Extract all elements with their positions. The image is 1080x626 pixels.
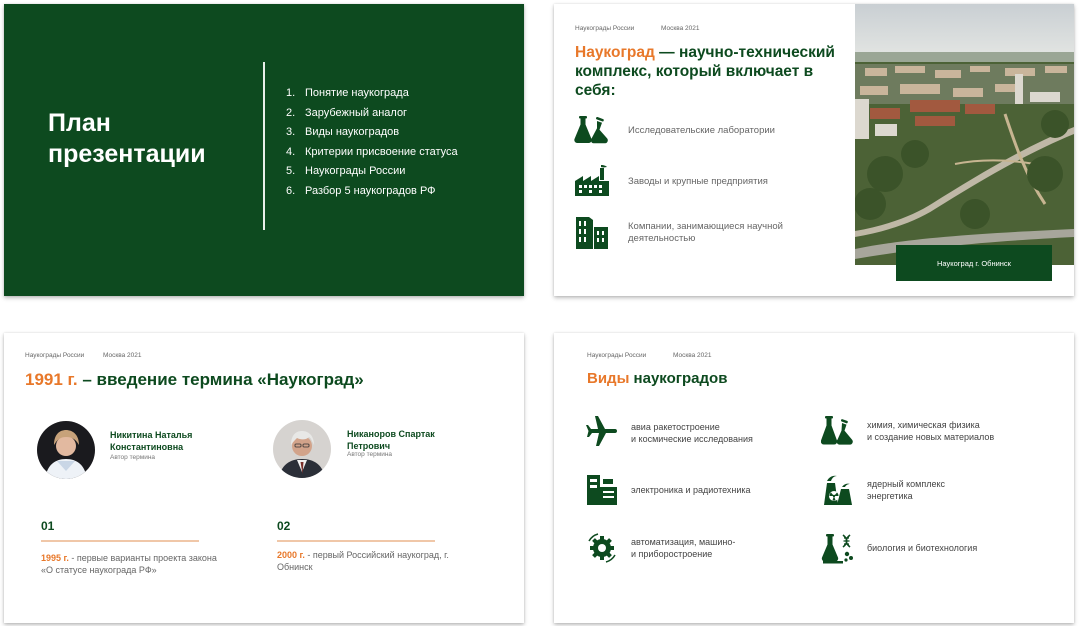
agenda-number: 6. [286,184,296,197]
heading-text: наукоградов [629,370,728,387]
agenda-number: 2. [286,106,296,119]
flask-icon [574,113,610,149]
event-rule [277,540,435,542]
meta-project: Наукограды России [575,25,635,32]
type-item [821,531,977,565]
photo-caption: Наукоград г. Обнинск [896,245,1052,281]
meta-city-year: Москва 2021 [103,352,142,359]
agenda-item [286,182,458,202]
electronics-icon [585,473,619,507]
agenda-item [286,123,458,143]
type-item [821,414,994,448]
agenda-label: Понятие наукограда [305,87,409,99]
agenda-item [286,162,458,182]
feature-label: Компании, занимающиеся научной деятельностью [628,221,783,244]
event-number: 01 [41,519,55,533]
slide-heading [587,370,727,387]
type-label-line: электроника и радиотехника [631,485,751,495]
type-item [585,473,751,507]
heading-text: — научно-технический комплекс, который включает в себя: [575,44,835,99]
type-label-line: энергетика [867,491,913,501]
portrait-woman [37,421,95,479]
slide-title: План презентации [48,109,206,168]
type-label-line: авиа ракетостроение [631,422,720,432]
event-text [277,549,477,573]
agenda-item [286,143,458,163]
event-rule [41,540,199,542]
factory-icon [574,164,610,200]
event-description: - первый Российский наукоград, г. Обнинск [277,550,449,572]
event-description: - первые варианты проекта закона «О статусе наукограда РФ» [41,553,217,575]
agenda-label: Разбор 5 наукоградов РФ [305,184,436,197]
agenda-label: Виды наукоградов [305,126,400,138]
agenda-number: 3. [286,126,296,138]
type-label-line: ядерный комплекс [867,479,946,489]
slide-naukograd-definition[interactable] [554,4,1074,296]
type-item [585,416,753,450]
feature-label: Исследовательские лаборатории [628,125,775,136]
type-label-line: химия, химическая физика [867,420,980,430]
agenda-item [286,104,458,124]
event-number: 02 [277,519,291,533]
meta-city-year: Москва 2021 [673,352,712,359]
type-label [867,542,977,554]
obninsk-aerial-photo [855,4,1074,265]
type-label-line: биология и биотехнология [867,543,978,553]
person-role: Автор термина [347,451,393,458]
person-role: Автор термина [110,454,156,461]
agenda-label: Критерии присвоение статуса [305,145,458,158]
agenda-label: Зарубежный аналог [305,106,408,119]
meta-city-year: Москва 2021 [661,25,700,32]
meta-project: Наукограды России [587,352,647,359]
office-building-icon [574,215,610,251]
slide-term-history[interactable] [4,333,524,623]
agenda-label: Наукограды России [305,165,406,177]
type-item [585,531,735,565]
type-label [631,536,735,560]
type-label-line: и создание новых материалов [867,432,995,442]
feature-item [574,215,808,251]
agenda-number: 4. [286,145,296,158]
type-label [631,484,751,496]
chemistry-flask-icon [821,414,855,448]
feature-item [574,113,808,149]
person-name: Никитина Наталья Константиновна [110,430,193,452]
heading-text: – введение термина «Наукоград» [77,370,364,389]
airplane-icon [585,416,619,450]
type-item [821,473,945,507]
meta-project: Наукограды России [25,352,85,359]
slide-heading [575,43,835,100]
type-label [867,478,945,502]
type-label [631,421,753,445]
slide-plan[interactable] [4,4,524,296]
nuclear-plant-icon [821,473,855,507]
heading-accent: 1991 г. [25,370,78,389]
gear-icon [585,531,619,565]
person-name: Никаноров Спартак Петрович [347,429,435,451]
event-year: 2000 г. [277,550,305,560]
type-label-line: автоматизация, машино- [631,537,736,547]
agenda-number: 5. [286,165,296,177]
feature-item [574,164,808,200]
heading-accent: Виды [587,370,630,387]
agenda-item [286,84,458,104]
heading-accent: Наукоград [575,44,655,61]
avatar [273,420,331,478]
agenda-list [286,84,458,201]
avatar [37,421,95,479]
event-year: 1995 г. [41,553,69,563]
vertical-divider [263,62,265,230]
type-label-line: и приборостроение [631,549,713,559]
portrait-man [273,420,331,478]
event-text [41,552,226,576]
slide-naukograd-types[interactable] [554,333,1074,623]
agenda-number: 1. [286,87,296,99]
feature-label: Заводы и крупные предприятия [628,176,768,187]
type-label-line: и космические исследования [631,434,753,444]
microscope-icon [821,531,855,565]
type-label [867,419,994,443]
slide-heading [25,370,364,390]
